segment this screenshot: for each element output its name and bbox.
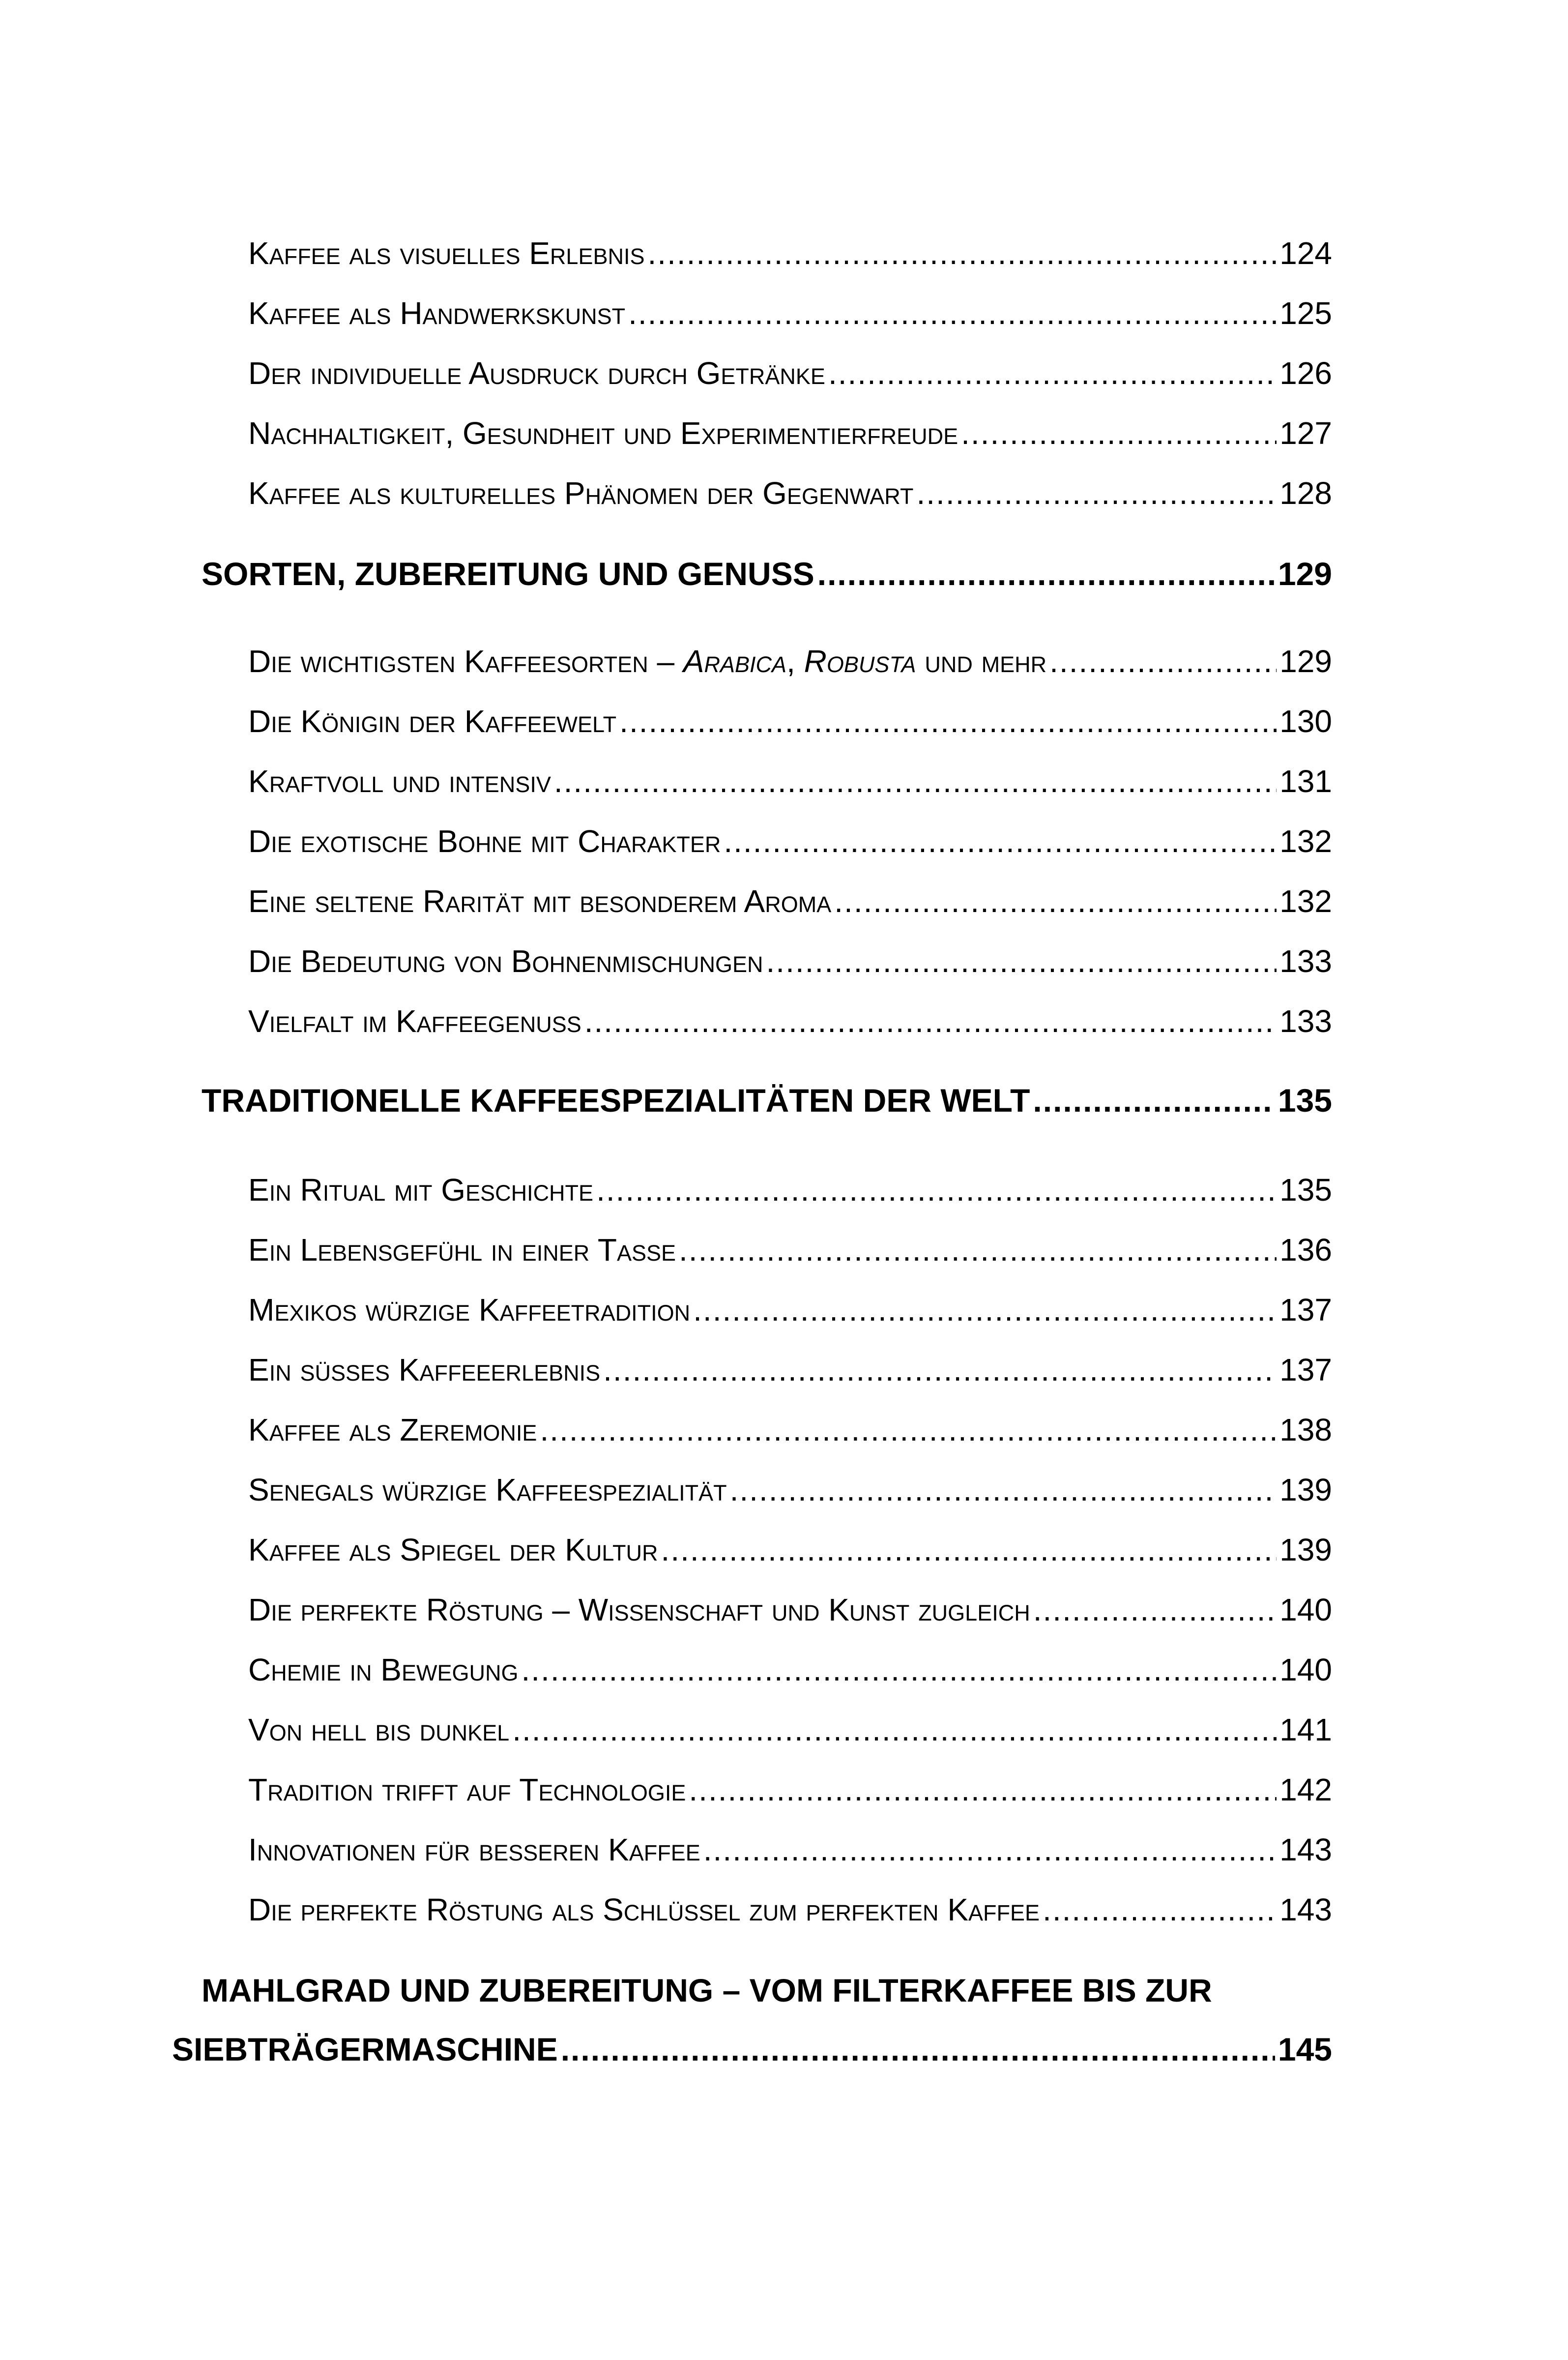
toc-entry-title: Die Bedeutung von Bohnenmischungen	[248, 944, 763, 979]
toc-entry-title: Kaffee als Zeremonie	[248, 1412, 537, 1447]
toc-entry-page: 139	[1279, 1472, 1332, 1507]
toc-entry-title: Kaffee als Spiegel der Kultur	[248, 1532, 658, 1567]
toc-entry-title: Eine seltene Rarität mit besonderem Aroma	[248, 884, 832, 919]
toc-entry-title: Chemie in Bewegung	[248, 1652, 519, 1687]
toc-entry[interactable]	[248, 703, 1332, 747]
toc-entry[interactable]	[248, 823, 1332, 867]
toc-entry[interactable]	[248, 1003, 1332, 1047]
toc-entry-title: Der individuelle Ausdruck durch Getränke	[248, 355, 825, 391]
toc-entry-title-italic: Robusta	[804, 644, 916, 679]
dot-leader	[661, 1532, 1277, 1568]
toc-entry-title: Kaffee als kulturelles Phänomen der Gegenwart	[248, 475, 914, 511]
toc-entry-page: 129	[1279, 644, 1332, 679]
dot-leader	[693, 1292, 1277, 1328]
toc-entry-title: Kraftvoll und intensiv	[248, 764, 551, 799]
toc-entry[interactable]	[248, 1352, 1332, 1396]
dot-leader	[766, 943, 1277, 979]
toc-entry-title: Ein Ritual mit Geschichte	[248, 1172, 594, 1208]
toc-entry[interactable]	[248, 1532, 1332, 1576]
toc-entry-page: 128	[1279, 475, 1332, 511]
toc-chapter-entry[interactable]	[202, 1082, 1332, 1131]
toc-entry-title: Die exotische Bohne mit Charakter	[248, 824, 721, 859]
toc-entry[interactable]	[248, 1891, 1332, 1936]
toc-entry[interactable]	[248, 763, 1332, 807]
dot-leader	[584, 1003, 1277, 1039]
toc-entry[interactable]	[248, 1771, 1332, 1816]
toc-entry-title-italic: Arabica	[683, 644, 787, 679]
toc-chapter-title-line1[interactable]: MAHLGRAD UND ZUBEREITUNG – VOM FILTERKAFFEE BIS ZUR	[202, 1972, 1212, 2008]
toc-entry-page: 142	[1279, 1772, 1332, 1807]
toc-entry-title: Kaffee als Handwerkskunst	[248, 295, 626, 331]
dot-leader	[619, 703, 1277, 739]
toc-entry[interactable]	[248, 1472, 1332, 1516]
dot-leader	[561, 2031, 1275, 2068]
toc-entry[interactable]	[248, 1711, 1332, 1756]
toc-entry[interactable]	[248, 355, 1332, 399]
toc-entry-page: 126	[1279, 355, 1332, 391]
dot-leader	[522, 1652, 1277, 1688]
toc-entry-page: 130	[1279, 704, 1332, 739]
dot-leader	[1049, 643, 1277, 679]
toc-entry-title: Die perfekte Röstung als Schlüssel zum perfekten Kaffee	[248, 1892, 1040, 1927]
toc-entry[interactable]	[248, 295, 1332, 339]
dot-leader	[540, 1412, 1277, 1448]
toc-entry-title: Die Königin der Kaffeewelt	[248, 704, 617, 739]
toc-entry-page: 137	[1279, 1352, 1332, 1387]
dot-leader	[689, 1771, 1277, 1808]
dot-leader	[817, 555, 1275, 592]
toc-entry-page: 124	[1279, 236, 1332, 271]
dot-leader	[679, 1232, 1277, 1268]
toc-entry-title-part: ,	[786, 644, 804, 679]
toc-entry[interactable]	[248, 475, 1332, 519]
toc-entry-page: 125	[1279, 295, 1332, 331]
toc-entry-page: 133	[1279, 944, 1332, 979]
toc-entry[interactable]	[248, 1172, 1332, 1216]
dot-leader	[730, 1472, 1277, 1508]
toc-entry-title: Tradition trifft auf Technologie	[248, 1772, 686, 1807]
toc-chapter-page: 145	[1278, 2031, 1332, 2067]
toc-entry[interactable]	[248, 1831, 1332, 1876]
toc-entry-title: Mexikos würzige Kaffeetradition	[248, 1292, 691, 1328]
dot-leader	[603, 1352, 1277, 1388]
dot-leader	[648, 235, 1277, 271]
toc-entry-page: 143	[1279, 1832, 1332, 1867]
toc-chapter-title: TRADITIONELLE KAFFEESPEZIALITÄTEN DER WELT	[202, 1082, 1030, 1119]
dot-leader	[834, 883, 1277, 919]
toc-entry-title: Die perfekte Röstung – Wissenschaft und Kunst zugleich	[248, 1592, 1030, 1627]
toc-entry-page: 140	[1279, 1592, 1332, 1627]
dot-leader	[828, 355, 1277, 391]
toc-entry-page: 137	[1279, 1292, 1332, 1328]
toc-entry-title-part: Die wichtigsten Kaffeesorten –	[248, 644, 683, 679]
toc-entry-title	[248, 643, 1046, 679]
toc-entry-page: 132	[1279, 824, 1332, 859]
toc-chapter-entry[interactable]	[172, 2031, 1332, 2080]
dot-leader	[512, 1711, 1277, 1748]
dot-leader	[596, 1172, 1277, 1208]
toc-entry-page: 139	[1279, 1532, 1332, 1567]
dot-leader	[554, 763, 1277, 799]
toc-entry-title: Nachhaltigkeit, Gesundheit und Experimentierfreude	[248, 415, 958, 451]
toc-entry[interactable]	[248, 643, 1332, 687]
toc-chapter-title: SORTEN, ZUBEREITUNG UND GENUSS	[202, 556, 814, 592]
dot-leader	[1033, 1592, 1277, 1628]
toc-entry[interactable]	[248, 1652, 1332, 1696]
toc-entry[interactable]	[248, 943, 1332, 987]
toc-entry-page: 141	[1279, 1712, 1332, 1747]
toc-chapter-entry[interactable]	[202, 555, 1332, 604]
dot-leader	[1033, 1082, 1275, 1119]
toc-entry[interactable]	[248, 1232, 1332, 1276]
toc-entry[interactable]	[248, 235, 1332, 279]
dot-leader	[1043, 1891, 1277, 1928]
dot-leader	[628, 295, 1277, 331]
dot-leader	[703, 1831, 1277, 1868]
toc-entry-page: 132	[1279, 884, 1332, 919]
toc-entry-page: 140	[1279, 1652, 1332, 1687]
toc-entry-page: 136	[1279, 1232, 1332, 1268]
toc-entry-title: Innovationen für besseren Kaffee	[248, 1832, 700, 1867]
dot-leader	[916, 475, 1277, 511]
toc-entry-title: Von hell bis dunkel	[248, 1712, 510, 1747]
toc-entry-title: Kaffee als visuelles Erlebnis	[248, 236, 645, 271]
toc-chapter-page: 135	[1278, 1082, 1332, 1119]
toc-entry-page: 135	[1279, 1172, 1332, 1208]
toc-entry-title: Vielfalt im Kaffeegenuss	[248, 1003, 581, 1039]
dot-leader	[724, 823, 1277, 859]
toc-entry[interactable]	[248, 1592, 1332, 1636]
toc-entry-page: 138	[1279, 1412, 1332, 1447]
toc-entry-page: 143	[1279, 1892, 1332, 1927]
toc-chapter-title-line2: SIEBTRÄGERMASCHINE	[172, 2031, 558, 2067]
toc-entry-title: Senegals würzige Kaffeespezialität	[248, 1472, 727, 1507]
toc-entry-page: 127	[1279, 415, 1332, 451]
toc-entry-title: Ein süßes Kaffeeerlebnis	[248, 1352, 601, 1387]
toc-entry-page: 131	[1279, 764, 1332, 799]
toc-entry[interactable]	[248, 1412, 1332, 1456]
toc-chapter-page: 129	[1278, 556, 1332, 592]
toc-entry-title-part: und mehr	[916, 644, 1047, 679]
toc-entry[interactable]	[248, 883, 1332, 927]
toc-entry-page: 133	[1279, 1003, 1332, 1039]
toc-entry-title: Ein Lebensgefühl in einer Tasse	[248, 1232, 676, 1268]
dot-leader	[961, 415, 1277, 451]
toc-entry[interactable]	[248, 1292, 1332, 1336]
toc-entry[interactable]	[248, 415, 1332, 459]
